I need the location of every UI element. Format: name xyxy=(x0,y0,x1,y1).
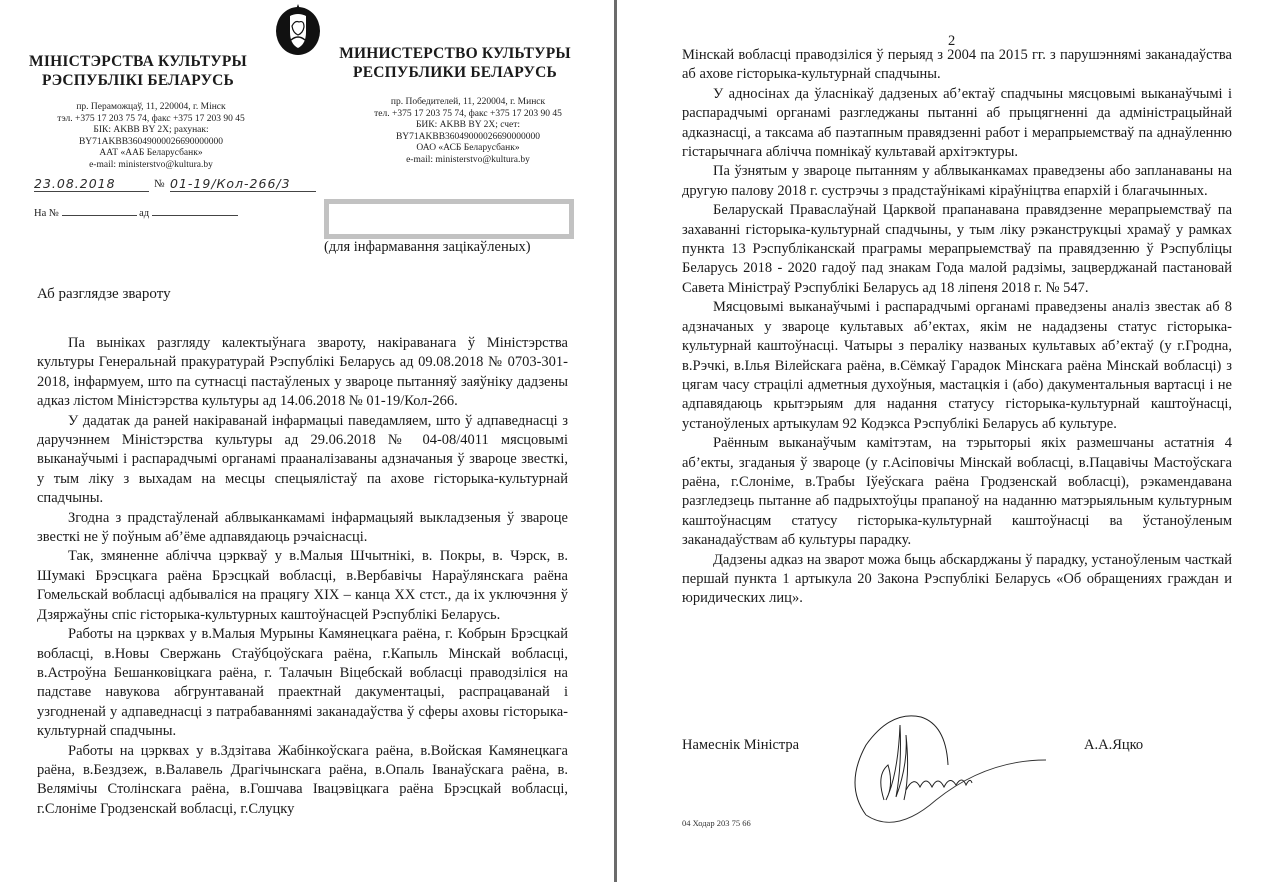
reference-number-label: На № xyxy=(34,208,59,219)
ministry-details-belarusian: пр. Пераможцаў, 11, 220004, г. Мінск тэл. +375 17 203 75 74, факс +375 17 203 90 45 БІК: AKBB BY 2X; рахунак: BY71AKBB36049000026690000000 ААТ «ААБ Беларусбанк» e-mail: ministerstvo@kultura.by xyxy=(57,102,245,170)
paragraph: У адносінах да ўласнікаў дадзеных аб’ектаў спадчыны мясцовымі выканаўчымі і распарадчымі органамі разгледжаны пытанні аб прыцягненні да адміністрацыйнай адказнасці, а таксама аб паэтапным правядзенні работ і мерапрыемстваў па аднаўленню гістарычнага аблічча помнікаў культавай архітэктуры. xyxy=(682,85,1232,161)
ministry-title-russian: МИНИСТЕРСТВО КУЛЬТУРЫ РЕСПУБЛИКИ БЕЛАРУСЬ xyxy=(339,45,571,81)
paragraph: Работы на цэрквах у в.Здзітава Жабінкоўскага раёна, в.Войская Камянецкага раёна, в.Бездзеж, в.Валавель Драгічынскага раёна, в.Опаль Іванаўскага раёна, в. Велямічы Столінскага раёна, в.Гошчава Івацэвіцкага раёна Брэсцкай вобласці, г.Слоніме Гродзенскай вобласці, г.Слуцку xyxy=(37,742,568,817)
handwritten-signature-icon xyxy=(836,705,1056,830)
paragraph: Дадзены адказ на зварот можа быць абскарджаны ў парадку, устаноўленым часткай першай пункта 1 артыкула 20 Закона Рэспублікі Беларусь «Об обращениях граждан и юридических лиц». xyxy=(682,551,1232,607)
reference-date-label: ад xyxy=(139,208,150,219)
ministry-title-belarusian: МІНІСТЭРСТВА КУЛЬТУРЫ РЭСПУБЛІКІ БЕЛАРУСЬ xyxy=(29,53,247,89)
letter-body-page-2 xyxy=(682,46,1232,609)
recipient-caption: (для інфармавання зацікаўленых) xyxy=(324,239,531,255)
page-divider xyxy=(614,0,617,882)
reference-line xyxy=(34,207,238,219)
letter-page-1 xyxy=(0,0,614,882)
ministry-details-russian: пр. Победителей, 11, 220004, г. Минск тел. +375 17 203 75 74, факс +375 17 203 90 45 БИК: AKBB BY 2X; счет: BY71AKBB36049000026690000000 ОАО «АСБ Беларусбанк» e-mail: ministerstvo@kultura.by xyxy=(374,97,562,165)
state-emblem-icon xyxy=(273,2,323,56)
letter-page-2 xyxy=(618,0,1280,882)
registration-date: 23.08.2018 xyxy=(34,176,149,192)
page-number: 2 xyxy=(948,33,956,49)
paragraph: Работы на цэрквах у в.Малыя Мурыны Камянецкага раёна, г. Кобрын Брэсцкай вобласці, в.Новы Свержань Стаўбцоўскага раёна, г.Капыль Мінскай вобласці, в.Астроўна Бешанковіцкага раёна, г. Талачын Віцебскай вобласці праводзіліся на падставе навукова абгрунтаванай праектнай дакументацыі, распрацаванай і узгодненай у адпаведнасці з патрабаваннямі заканадаўства ў сферы аховы гісторыка-культурнай спадчыны. xyxy=(37,626,568,740)
paragraph: Беларускай Праваслаўнай Царквой прапанавана правядзенне мерапрыемстваў па захаванні гісторыка-культурнай спадчыны, у тым ліку рэканструкцыі храмаў у рамках пункта 13 Рэспубліканскай праграмы мерапрыемстваў па правядзенню ў Рэспубліцы Беларусь 2018 - 2020 гадоў пад знакам Года малой радзімы, зацверджанай пастановай Савета Міністраў Рэспублікі Беларусь ад 18 ліпеня 2018 г. № 547. xyxy=(682,202,1232,296)
redacted-recipient-box xyxy=(324,199,574,239)
registration-number: 01-19/Кол-266/3 xyxy=(170,176,316,192)
signatory-name: А.А.Яцко xyxy=(1084,737,1144,753)
letter-body-page-1 xyxy=(37,334,568,819)
registration-number-label: № xyxy=(154,178,165,190)
letter-subject: Аб разглядзе звароту xyxy=(37,286,171,302)
paragraph: Згодна з прадстаўленай аблвыканкамамі інфармацыяй выкладзеныя ў звароце звесткі не ў поўным аб’ёме адпавядаюць рэчаіснасці. xyxy=(37,509,568,546)
paragraph: У дадатак да раней накіраванай інфармацыі паведамляем, што ў адпаведнасці з даручэннем Міністэрства культуры ад 29.06.2018 № 04-08/4011 мясцовымі выканаўчымі і распарадчымі органамі прааналізаваны адзначаныя ў звароце звесткі, у тым ліку з выхадам на месцы спецыялістаў па ахове гісторыка-культурнай спадчыны. xyxy=(37,412,568,507)
reference-date-blank xyxy=(152,207,238,216)
paragraph: Мясцовымі выканаўчымі і распарадчымі органамі праведзены аналіз звестак аб 8 адзначаных у звароце культавых аб’ектах, якім не нададзены статус гісторыка-культурнай каштоўнасці. Чатыры з пераліку названых культавых аб’ектаў (у г.Гродна, в.Рэчкі, в.Ілья Вілейскага раёна, в.Сёмкаў Гарадок Мінскага раёна Мінскай вобласці) з цягам часу страцілі адметныя духоўныя, мастацкія і (або) дакументальныя вартасці і не адпавядаюць крытэрыям для надання статусу гісторыка-культурнай каштоўнасці, устаноўленых артыкулам 92 Кодэкса Рэспублікі Беларусь аб культуре. xyxy=(682,299,1232,432)
paragraph: Так, змяненне аблічча цэркваў у в.Малыя Шчытнікі, в. Покры, в. Чэрск, в. Шумакі Брэсцкага раёна Брэсцкай вобласці, в.Вербавічы Нараўлянскага раёна Гомельскай вобласці адбываліся на працягу XIX – канца XX стст., да іх уключэння ў Дзяржаўны спіс гісторыка-культурных каштоўнасцей Рэспублікі Беларусь. xyxy=(37,548,568,623)
executor-contact: 04 Ходар 203 75 66 xyxy=(682,818,751,828)
reference-number-blank xyxy=(62,207,137,216)
paragraph: Па ўзнятым у звароце пытанням у аблвыканкамах праведзены або запланаваны на другую палову 2018 г. сустрэчы з прадстаўнікамі кіраўніцтва епархій і благачынных. xyxy=(682,163,1232,199)
registration-line xyxy=(34,176,334,196)
signatory-role: Намеснік Міністра xyxy=(682,737,800,753)
paragraph: Па выніках разгляду калектыўнага звароту, накіраванага ў Міністэрства культуры Генеральнай пракуратурай Рэспублікі Беларусь ад 09.08.2018 № 0703-301-2018, інфармуем, што па сутнасці пастаўленых у звароце пытанняў заяўніку дадзены адказ лістом Міністэрства культуры ад 14.06.2018 № 01-19/Кол-266. xyxy=(37,335,568,410)
paragraph: Раённым выканаўчым камітэтам, на тэрыторыі якіх размешчаны астатнія 4 аб’екты, згаданыя ў звароце (у г.Асіповічы Мінскай вобласці, в.Пацавічы Мастоўскага раёна, г.Слоніме, в.Трабы Іўеўскага раёна Гродзенскай вобласці), рэкамендавана разгледзець пытанне аб падрыхтоўцы прапаноў на наданню матэрыяльным культурным каштоўнасцям статусу гісторыка-культурнай каштоўнасці ва ўстаноўленым заканадаўствам аб культуры парадку. xyxy=(682,435,1232,549)
paragraph: Мінскай вобласці праводзіліся ў перыяд з 2004 па 2015 гг. з парушэннямі заканадаўства аб ахове гісторыка-культурнай спадчыны. xyxy=(682,47,1232,83)
